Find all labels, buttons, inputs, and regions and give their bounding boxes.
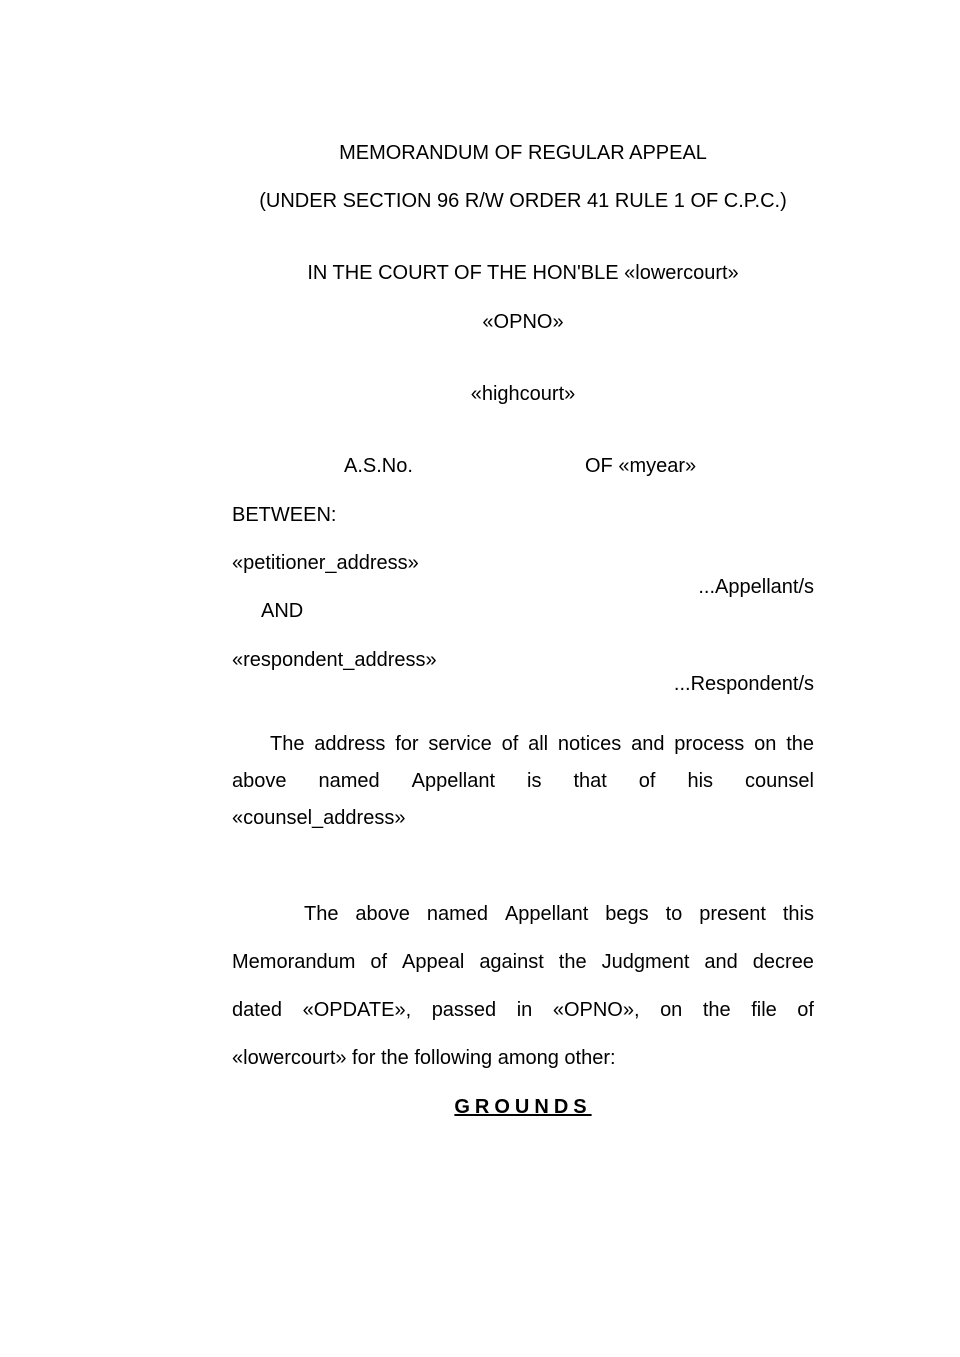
word: this	[782, 903, 814, 925]
word: of	[797, 999, 814, 1021]
document-title: MEMORANDUM OF REGULAR APPEAL	[339, 142, 707, 164]
word: against	[479, 951, 544, 973]
appeal-paragraph-line-4: «lowercourt» for the following among other:	[232, 1047, 616, 1069]
appeal-paragraph-line-1	[304, 902, 814, 926]
word: the	[702, 999, 731, 1021]
petitioner-address: «petitioner_address»	[232, 552, 419, 574]
word: The	[304, 903, 339, 925]
grounds-heading: GROUNDS	[454, 1096, 592, 1118]
of-year: OF «myear»	[585, 455, 697, 477]
word: above	[232, 770, 287, 792]
word: and	[631, 733, 665, 755]
appeal-paragraph-line-3	[232, 998, 814, 1022]
word: of	[638, 770, 656, 792]
word: Appellant	[504, 903, 589, 925]
word: his	[687, 770, 714, 792]
word: address	[314, 733, 386, 755]
word: named	[426, 903, 488, 925]
word: Memorandum	[232, 951, 356, 973]
appellant-label: ...Appellant/s	[698, 576, 814, 598]
word: that	[573, 770, 607, 792]
respondent-label: ...Respondent/s	[673, 673, 814, 695]
high-court: «highcourt»	[470, 383, 576, 405]
as-number-label: A.S.No.	[344, 455, 413, 477]
word: decree	[752, 951, 814, 973]
service-paragraph-line-1	[270, 732, 814, 756]
word: of	[501, 733, 519, 755]
word: Appeal	[402, 951, 465, 973]
word: passed	[431, 999, 497, 1021]
between-label: BETWEEN:	[232, 504, 337, 526]
document-subtitle: (UNDER SECTION 96 R/W ORDER 41 RULE 1 OF C.P.C.)	[259, 190, 787, 212]
word: the	[786, 733, 814, 755]
respondent-address: «respondent_address»	[232, 649, 437, 671]
word: Judgment	[601, 951, 690, 973]
and-label: AND	[261, 600, 304, 622]
word: on	[660, 999, 683, 1021]
word: «OPNO»,	[552, 999, 640, 1021]
word: process	[674, 733, 745, 755]
word: to	[665, 903, 683, 925]
word: of	[370, 951, 388, 973]
word: for	[395, 733, 419, 755]
word: service	[428, 733, 492, 755]
grounds-heading-wrap	[232, 1095, 814, 1119]
court-line: IN THE COURT OF THE HON'BLE «lowercourt»	[307, 262, 739, 284]
word: dated	[232, 999, 283, 1021]
word: on	[754, 733, 777, 755]
word: is	[527, 770, 542, 792]
word: all	[528, 733, 549, 755]
word: and	[704, 951, 738, 973]
word: Appellant	[411, 770, 496, 792]
service-paragraph-line-2	[232, 769, 814, 793]
word: notices	[557, 733, 622, 755]
word: named	[318, 770, 380, 792]
word: in	[516, 999, 533, 1021]
word: begs	[605, 903, 649, 925]
word: counsel	[745, 770, 814, 792]
appeal-paragraph-line-2	[232, 950, 814, 974]
service-paragraph-line-3: «counsel_address»	[232, 807, 406, 829]
word: «OPDATE»,	[302, 999, 412, 1021]
word: present	[699, 903, 766, 925]
word: file	[751, 999, 777, 1021]
word: the	[558, 951, 587, 973]
word: The	[270, 733, 305, 755]
op-number: «OPNO»	[482, 311, 564, 333]
word: above	[355, 903, 410, 925]
